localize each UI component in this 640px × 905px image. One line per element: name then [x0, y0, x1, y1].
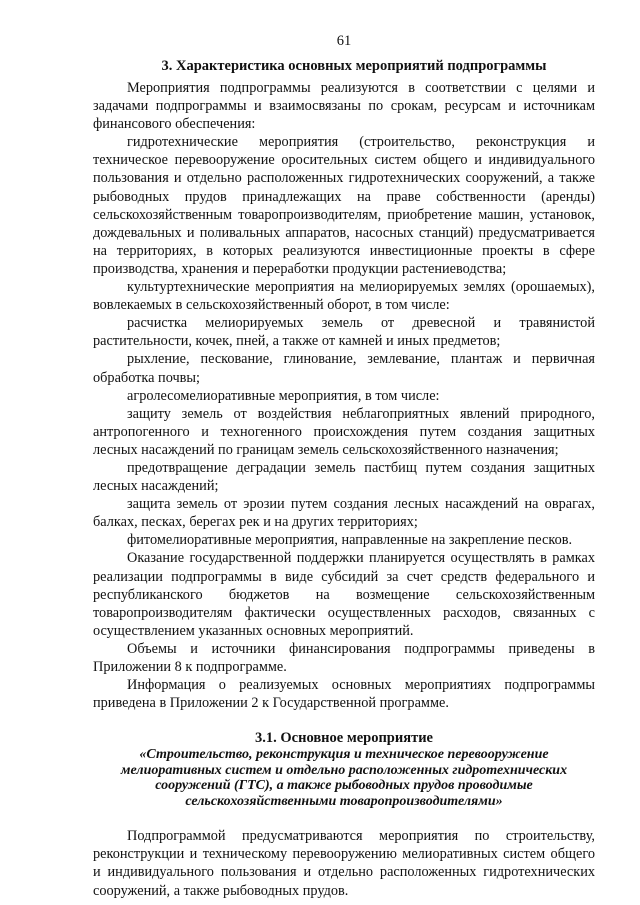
- spacer: [93, 809, 595, 827]
- paragraph-hydrotechnical: гидротехнические мероприятия (строительство, реконструкция и техническое перевооружение оросительных систем общего и индивидуального пользования и отдельно расположенных гидротехнических сооружений, а также рыбоводных прудов принадлежащих на праве собственности (аренды) сельскохозяйственным товаропроизводителям, приобретение машин, установок, дождевальных и поливальных аппаратов, насосных станций) предусматривается на территориях, в которых реализуются инвестиционные проекты в сфере производства, хранения и переработки продукции растениеводства;: [93, 134, 595, 277]
- subsection-title: «Строительство, реконструкция и техническое перевооружение мелиоративных систем и отдельно расположенных гидротехнических сооружений (ГТС), а также рыбоводных прудов проводимые сельскохозяйственными товаропроизводителями»: [120, 747, 568, 809]
- paragraph-state-support: Оказание государственной поддержки планируется осуществлять в рамках реализации подпрограммы в виде субсидий за счет средств федерального и республиканского бюджетов на возмещение сельскохозяйственным товаропроизводителям фактически осуществленных расходов, связанных с осуществлением указанных основных мероприятий.: [93, 550, 595, 639]
- paragraph-degradation: предотвращение деградации земель пастбищ путем создания защитных лесных насаждений;: [93, 459, 595, 495]
- section-title: 3. Характеристика основных мероприятий подпрограммы: [161, 58, 547, 74]
- paragraph-land-protection: защиту земель от воздействия неблагоприятных явлений природного, антропогенного и техногенного происхождения путем создания защитных лесных насаждений по границам земель сельскохозяйственного назначения;: [93, 405, 595, 458]
- paragraph-erosion: защита земель от эрозии путем создания лесных насаждений на оврагах, балках, песках, берегах рек и на других территориях;: [93, 496, 595, 531]
- paragraph-phytomelioration: фитомелиоративные мероприятия, направленные на закрепление песков.: [127, 532, 573, 549]
- paragraph-loosening: рыхление, пескование, глинование, землевание, плантаж и первичная обработка почвы;: [93, 351, 595, 386]
- subsection-number: 3.1. Основное мероприятие: [255, 730, 433, 747]
- page-number: 61: [336, 33, 352, 49]
- paragraph-closing: Подпрограммой предусматриваются мероприятия по строительству, реконструкции и техническому перевооружению мелиоративных систем общего и индивидуального пользования и отдельно расположенных гидротехнических сооружений, а также рыбоводных прудов.: [93, 828, 595, 899]
- paragraph-financing: Объемы и источники финансирования подпрограммы приведены в Приложении 8 к подпрограмме.: [93, 640, 595, 675]
- subsection-heading: [93, 730, 595, 809]
- paragraph-agroforestry: агролесомелиоративные мероприятия, в том числе:: [127, 387, 440, 404]
- paragraph-intro: Мероприятия подпрограммы реализуются в соответствии с целями и задачами подпрограммы и взаимосвязаны по срокам, ресурсам и источникам финансового обеспечения:: [93, 80, 595, 133]
- paragraph-information: Информация о реализуемых основных мероприятиях подпрограммы приведена в Приложении 2 к Государственной программе.: [93, 677, 595, 712]
- document-page: [93, 32, 595, 900]
- paragraph-clearing: расчистка мелиорируемых земель от древесной и травянистой растительности, кочек, пней, а также от камней и иных предметов;: [93, 315, 595, 350]
- paragraph-culturetechnical: культуртехнические мероприятия на мелиорируемых землях (орошаемых), вовлекаемых в сельскохозяйственный оборот, в том числе:: [93, 279, 595, 314]
